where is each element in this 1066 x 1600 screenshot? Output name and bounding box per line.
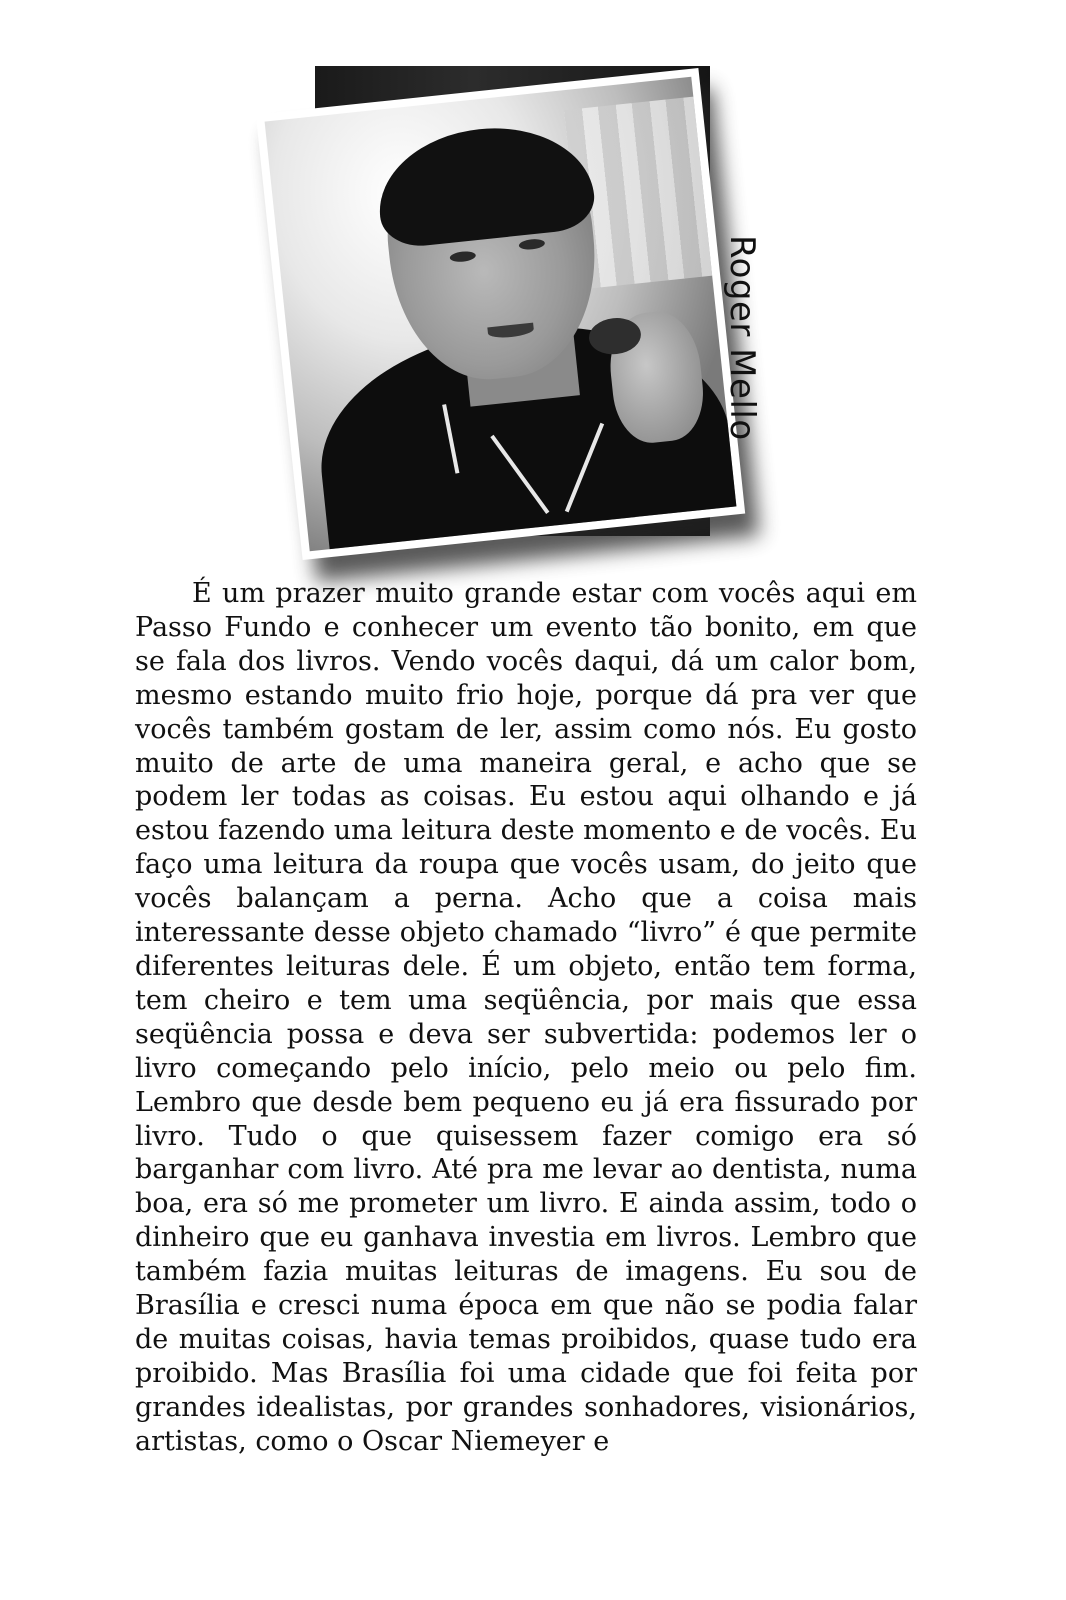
photo-collage (270, 50, 810, 570)
photo-caption: Roger Mello (722, 235, 762, 441)
person-hair (372, 118, 597, 250)
portrait-photo (256, 68, 745, 560)
portrait-image (265, 77, 737, 551)
article-paragraph: É um prazer muito grande estar com vocês aqui em Passo Fundo e conhecer um evento tão bonito, em que se fala dos livros. Vendo vocês daqui, dá um calor bom, mesmo estando muito frio hoje, porque dá pra ver que vocês também gostam de ler, assim como nós. Eu gosto muito de arte de uma maneira geral, e acho que se podem ler todas as coisas. Eu estou aqui olhando e já estou fazendo uma leitura deste momento e de vocês. Eu faço uma leitura da roupa que vocês usam, do jeito que vocês balançam a perna. Acho que a coisa mais interessante desse objeto chamado “livro” é que permite diferentes leituras dele. É um objeto, então tem forma, tem cheiro e tem uma seqüência, por mais que essa seqüência possa e deva ser subvertida: podemos ler o livro começando pelo início, pelo meio ou pelo fim. Lembro que desde bem pequeno eu já era fissurado por livro. Tudo o que quisessem fazer comigo era só barganhar com livro. Até pra me levar ao dentista, numa boa, era só me prometer um livro. E ainda assim, todo o dinheiro que eu ganhava investia em livros. Lembro que também fazia muitas leituras de imagens. Eu sou de Brasília e cresci numa época em que não se podia falar de muitas coisas, havia temas proibidos, quase tudo era proibido. Mas Brasília foi uma cidade que foi feita por grandes idealistas, por grandes sonhadores, visionários, artistas, como o Oscar Niemeyer e (135, 578, 917, 1457)
